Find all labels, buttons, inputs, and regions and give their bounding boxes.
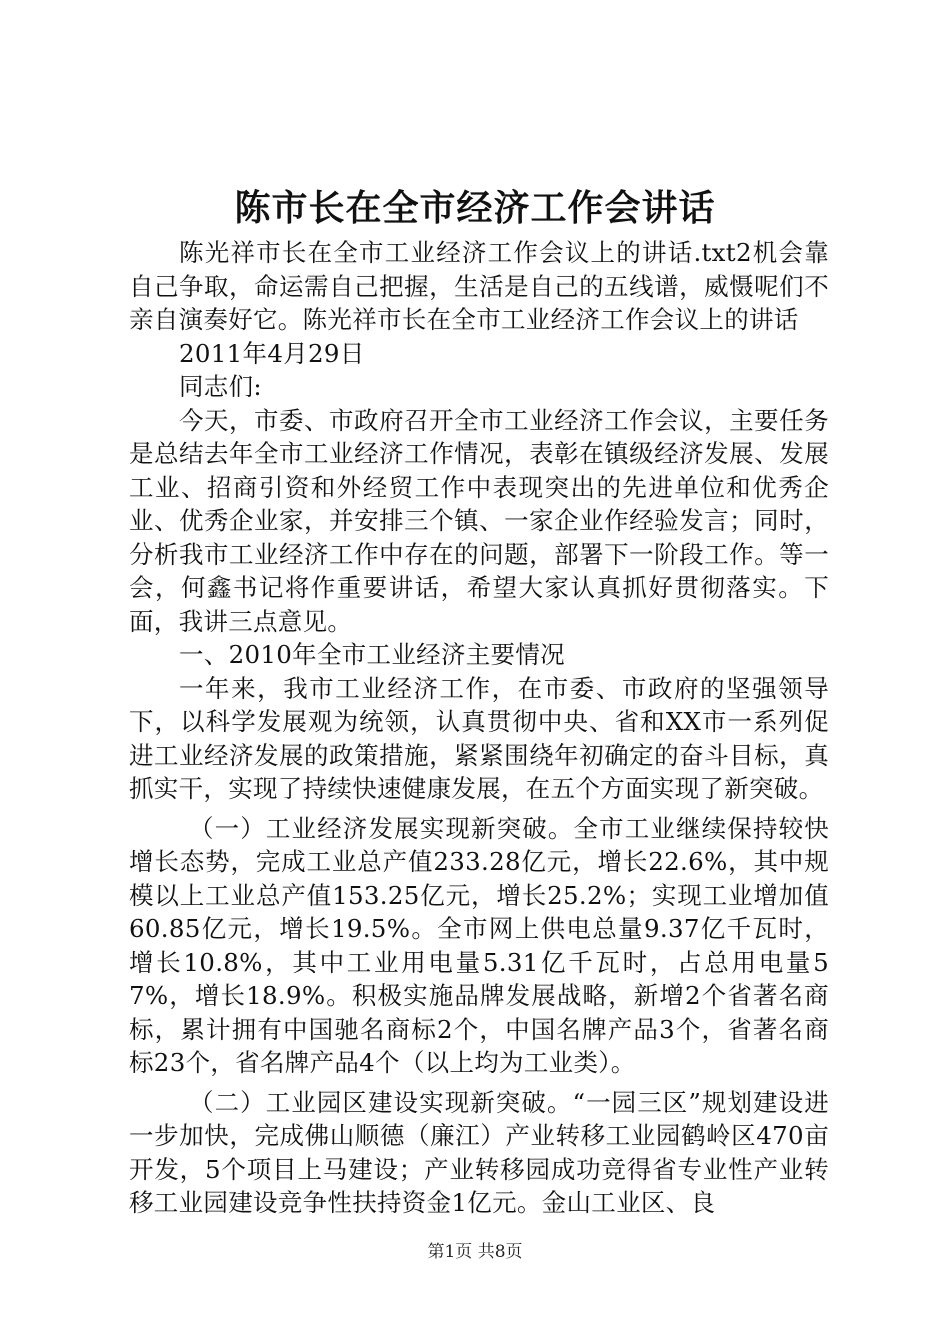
- section-heading-1: 一、2010年全市工业经济主要情况: [179, 640, 565, 669]
- document-title: 陈市长在全市经济工作会讲话: [234, 187, 716, 229]
- paragraph-subsection-2: （二）工业园区建设实现新突破。“一园三区”规划建设进一步加快，完成佛山顺德（廉江）产业转移工业园鹤岭区470亩开发，5个项目上马建设；产业转移园成功竞得省专业性产业转移工业园建设竞争性扶持资金1亿元。金山工业区、良: [129, 1087, 829, 1217]
- paragraph-intro: 陈光祥市长在全市工业经济工作会议上的讲话.txt2机会靠自己争取，命运需自己把握，生活是自己的五线谱，威慑呢们不亲自演奏好它。陈光祥市长在全市工业经济工作会议上的讲话: [129, 238, 829, 334]
- paragraph-salutation: 同志们:: [179, 372, 262, 401]
- paragraph-subsection-1: （一）工业经济发展实现新突破。全市工业继续保持较快增长态势，完成工业总产值233.28亿元，增长22.6%，其中规模以上工业总产值153.25亿元，增长25.2%；实现工业增加值60.85亿元，增长19.5%。全市网上供电总量9.37亿千瓦时，增长10.8%，其中工业用电量5.31亿千瓦时，占总用电量57%，增长18.9%。积极实施品牌发展战略，新增2个省著名商标，累计拥有中国驰名商标2个，中国名牌产品3个，省著名商标23个，省名牌产品4个（以上均为工业类）。: [129, 813, 829, 1077]
- page-footer: 第1页 共8页: [427, 1242, 523, 1262]
- paragraph-summary: 一年来，我市工业经济工作，在市委、市政府的坚强领导下，以科学发展观为统领，认真贯彻中央、省和XX市一系列促进工业经济发展的政策措施，紧紧围绕年初确定的奋斗目标，真抓实干，实现了持续快速健康发展，在五个方面实现了新突破。: [129, 673, 829, 803]
- paragraph-date: 2011年4月29日: [179, 338, 365, 368]
- document-body: [129, 236, 829, 1220]
- paragraph-opening: 今天，市委、市政府召开全市工业经济工作会议，主要任务是总结去年全市工业经济工作情况，表彰在镇级经济发展、发展工业、招商引资和外经贸工作中表现突出的先进单位和优秀企业、优秀企业家，并安排三个镇、一家企业作经验发言；同时，分析我市工业经济工作中存在的问题，部署下一阶段工作。等一会，何鑫书记将作重要讲话，希望大家认真抓好贯彻落实。下面，我讲三点意见。: [129, 405, 829, 636]
